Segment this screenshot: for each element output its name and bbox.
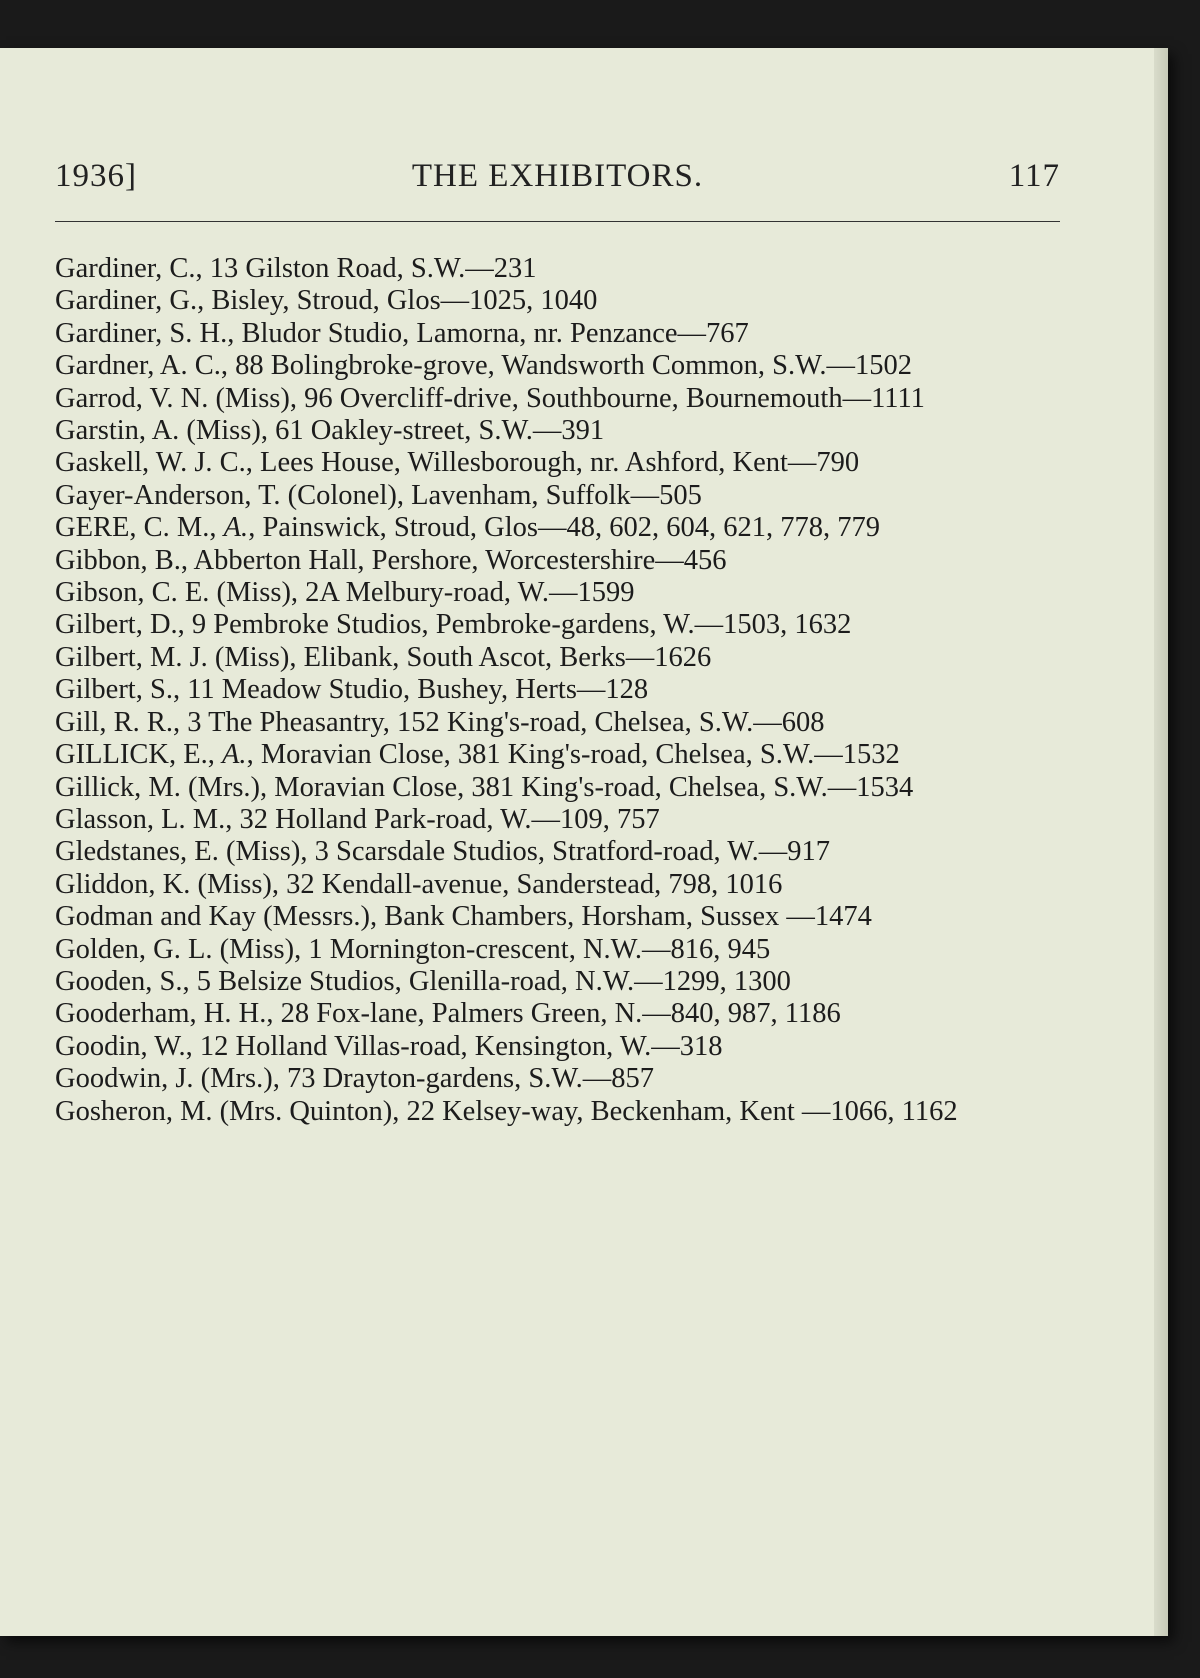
header-year: 1936]	[55, 158, 137, 194]
exhibitor-entry: Gilbert, D., 9 Pembroke Studios, Pembroke-gardens, W.—1503, 1632	[55, 609, 852, 641]
exhibitor-entry: Golden, G. L. (Miss), 1 Mornington-crescent, N.W.—816, 945	[55, 933, 771, 965]
exhibitor-entry: Gooderham, H. H., 28 Fox-lane, Palmers Green, N.—840, 987, 1186	[55, 998, 841, 1030]
exhibitor-entry-academician	[55, 739, 1060, 771]
exhibitor-name: GILLICK, E.,	[55, 739, 223, 771]
header-title: THE EXHIBITORS.	[411, 158, 704, 194]
exhibitor-entry: Gill, R. R., 3 The Pheasantry, 152 King's-road, Chelsea, S.W.—608	[55, 706, 825, 738]
exhibitor-entry-academician	[55, 512, 1060, 544]
exhibitor-entry: Gilbert, M. J. (Miss), Elibank, South Ascot, Berks—1626	[55, 641, 712, 673]
exhibitor-entry: Gledstanes, E. (Miss), 3 Scarsdale Studios, Stratford-road, W.—917	[55, 836, 830, 868]
exhibitor-list	[55, 253, 1060, 1128]
running-head	[55, 158, 1060, 208]
exhibitor-entry: Gibson, C. E. (Miss), 2A Melbury-road, W.—1599	[55, 577, 635, 609]
exhibitor-entry: Garrod, V. N. (Miss), 96 Overcliff-drive, Southbourne, Bournemouth—1111	[55, 382, 925, 414]
exhibitor-entry: Gayer-Anderson, T. (Colonel), Lavenham, Suffolk—505	[55, 479, 702, 511]
book-page	[0, 48, 1168, 1636]
exhibitor-entry: Glasson, L. M., 32 Holland Park-road, W.—109, 757	[55, 803, 660, 835]
exhibitor-entry: Gliddon, K. (Miss), 32 Kendall-avenue, Sanderstead, 798, 1016	[55, 868, 783, 900]
exhibitor-entry: Gibbon, B., Abberton Hall, Pershore, Worcestershire—456	[55, 544, 727, 576]
academic-status: A.	[222, 739, 247, 771]
page-edge	[1154, 48, 1168, 1636]
header-rule	[55, 221, 1060, 222]
exhibitor-entry: Gilbert, S., 11 Meadow Studio, Bushey, Herts—128	[55, 674, 649, 706]
exhibitor-entry: Goodwin, J. (Mrs.), 73 Drayton-gardens, S.W.—857	[55, 1063, 654, 1095]
exhibitor-name: GERE, C. M.,	[55, 512, 224, 544]
exhibitor-entry: Gardiner, S. H., Bludor Studio, Lamorna, nr. Penzance—767	[55, 317, 749, 349]
exhibitor-entry: Garstin, A. (Miss), 61 Oakley-street, S.W.—391	[55, 415, 605, 447]
exhibitor-entry: Godman and Kay (Messrs.), Bank Chambers, Horsham, Sussex —1474	[55, 901, 872, 933]
exhibitor-details: , Painswick, Stroud, Glos—48, 602, 604, 621, 778, 779	[248, 512, 880, 544]
page-number: 117	[1008, 158, 1060, 194]
exhibitor-entry: Gardner, A. C., 88 Bolingbroke-grove, Wandsworth Common, S.W.—1502	[55, 350, 913, 382]
exhibitor-entry: Goodin, W., 12 Holland Villas-road, Kensington, W.—318	[55, 1030, 723, 1062]
exhibitor-entry: Gaskell, W. J. C., Lees House, Willesborough, nr. Ashford, Kent—790	[55, 447, 860, 479]
exhibitor-entry: Gardiner, G., Bisley, Stroud, Glos—1025, 1040	[55, 285, 598, 317]
exhibitor-entry: Gillick, M. (Mrs.), Moravian Close, 381 King's-road, Chelsea, S.W.—1534	[55, 771, 914, 803]
exhibitor-details: , Moravian Close, 381 King's-road, Chelsea, S.W.—1532	[246, 739, 900, 771]
academic-status: A.	[223, 512, 249, 544]
exhibitor-entry: Gardiner, C., 13 Gilston Road, S.W.—231	[55, 253, 537, 284]
exhibitor-entry: Gooden, S., 5 Belsize Studios, Glenilla-road, N.W.—1299, 1300	[55, 965, 791, 997]
exhibitor-entry: Gosheron, M. (Mrs. Quinton), 22 Kelsey-way, Beckenham, Kent —1066, 1162	[55, 1095, 958, 1127]
